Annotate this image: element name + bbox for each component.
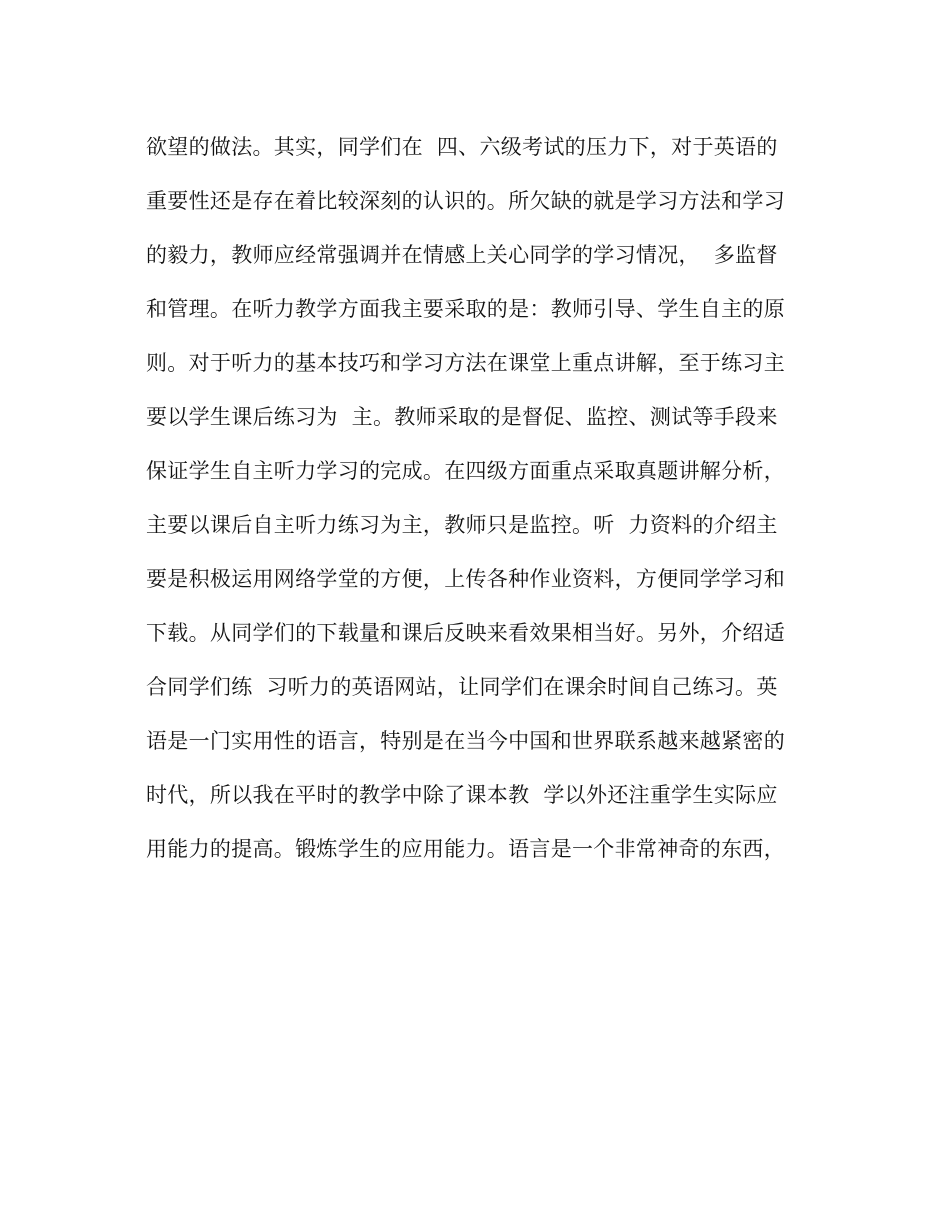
text-line-3: 的毅力，教师应经常强调并在情感上关心同学的学习情况， 多监督 bbox=[146, 243, 778, 267]
text-line-8: 主要以课后自主听力练习为主，教师只是监控。听 力资料的介绍主 bbox=[146, 513, 778, 537]
body-text bbox=[146, 120, 806, 876]
text-line-14: 用能力的提高。锻炼学生的应用能力。语言是一个非常神奇的东西， bbox=[146, 837, 785, 861]
text-line-4: 和管理。在听力教学方面我主要采取的是：教师引导、学生自主的原 bbox=[146, 297, 785, 321]
text-line-6: 要以学生课后练习为 主。教师采取的是督促、监控、测试等手段来 bbox=[146, 405, 778, 429]
text-line-11: 合同学们练 习听力的英语网站，让同学们在课余时间自己练习。英 bbox=[146, 675, 778, 699]
text-line-7: 保证学生自主听力学习的完成。在四级方面重点采取真题讲解分析， bbox=[146, 459, 785, 483]
text-line-2: 重要性还是存在着比较深刻的认识的。所欠缺的就是学习方法和学习 bbox=[146, 189, 785, 213]
text-line-1: 欲望的做法。其实，同学们在 四、六级考试的压力下，对于英语的 bbox=[146, 135, 778, 159]
text-line-9: 要是积极运用网络学堂的方便，上传各种作业资料，方便同学学习和 bbox=[146, 567, 785, 591]
text-line-10: 下载。从同学们的下载量和课后反映来看效果相当好。另外，介绍适 bbox=[146, 621, 785, 645]
text-line-13: 时代，所以我在平时的教学中除了课本教 学以外还注重学生实际应 bbox=[146, 783, 778, 807]
text-line-5: 则。对于听力的基本技巧和学习方法在课堂上重点讲解，至于练习主 bbox=[146, 351, 785, 375]
text-line-12: 语是一门实用性的语言，特别是在当今中国和世界联系越来越紧密的 bbox=[146, 729, 785, 753]
